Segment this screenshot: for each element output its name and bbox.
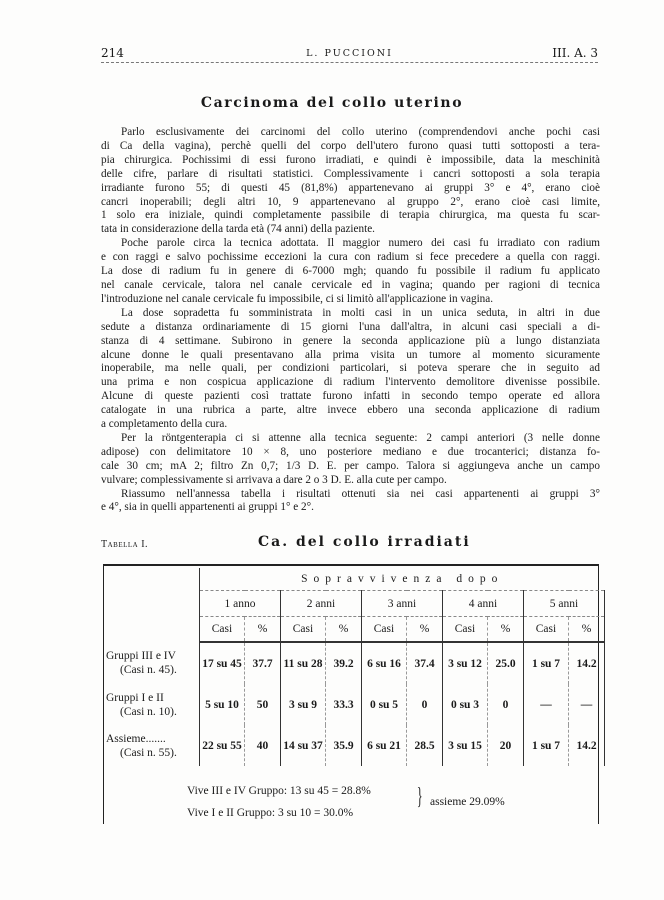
text-line: irradiante furono 55; di questi 45 (81,8%) appartenevano ai gruppi 3° e 4°, erano cioè xyxy=(101,181,600,194)
text-line: e con raggi e salvo pochissime eccezioni la cura con radium si fece precedere a quella con raggi. xyxy=(101,251,600,264)
year-header: 4 anni xyxy=(443,591,524,617)
year-header: 2 anni xyxy=(281,591,362,617)
cases-cell: 3 su 9 xyxy=(281,684,326,725)
cases-cell: 0 su 5 xyxy=(362,684,407,725)
body-text xyxy=(101,126,600,515)
table-row xyxy=(104,684,605,725)
text-line: cancri inoperabili; degli altri 10, 9 appartenevano al gruppo 2°, erano cioè casi limite, xyxy=(101,195,600,208)
row-label-count: (Casi n. 45). xyxy=(120,664,177,676)
text-line: alcune donne le quali presentavano alla prima visita un tumore al momento sicuramente xyxy=(101,348,600,361)
table-row xyxy=(104,642,605,684)
percent-cell: 14.2 xyxy=(569,642,605,684)
cases-cell: 5 su 10 xyxy=(200,684,245,725)
percent-cell: 0 xyxy=(407,684,443,725)
text-line: di Ca della vagina), perchè quelli del corpo dell'utero furono quasi tutti sottoposti a tera- xyxy=(101,139,600,152)
percent-cell: 37.4 xyxy=(407,642,443,684)
text-line: sedute a distanza ordinariamente di 15 giorni l'una dall'altra, in alcuni casi speciali a di- xyxy=(101,320,600,333)
text-line: stanza di 4 settimane. Subirono in genere la seconda applicazione più a lungo distanziata xyxy=(101,334,600,347)
cases-cell: 0 su 3 xyxy=(443,684,488,725)
summary-line-1: Vive III e IV Gruppo: 13 su 45 = 28.8% xyxy=(187,785,371,797)
author: L. PUCCIONI xyxy=(306,48,393,59)
percent-cell: 0 xyxy=(488,684,524,725)
text-line: inoperabile, ma nelle quali, per condizioni particolari, si poteva sperare che in seguito ad xyxy=(101,362,600,375)
cases-cell: 14 su 37 xyxy=(281,725,326,766)
text-line: Alcune di queste pazienti così trattate furono infatti in secondo tempo operate ed allora xyxy=(101,390,600,403)
percent-header: % xyxy=(569,617,605,643)
text-line: 1 solo era iniziale, quindi completamente passibile di terapia chirurgica, ma questa fu scar- xyxy=(101,209,600,222)
cases-cell: 1 su 7 xyxy=(524,642,569,684)
cases-cell: 6 su 21 xyxy=(362,725,407,766)
stub-header xyxy=(104,568,200,642)
running-header xyxy=(101,46,598,63)
super-header: Sopravvivenza dopo xyxy=(200,568,605,591)
text-line: La dose di radium fu in genere di 6-7000 mgh; quando fu possibile il radium fu applicato xyxy=(101,265,600,278)
cases-cell: 11 su 28 xyxy=(281,642,326,684)
row-label xyxy=(104,725,200,766)
row-label-count: (Casi n. 55). xyxy=(120,746,177,759)
row-label-main: Assieme....... xyxy=(106,732,166,745)
text-line: cale 30 cm; mA 2; filtro Zn 0,7; 1/3 D. E. per campo. Talora si aggiungeva anche un campo xyxy=(101,459,600,472)
text-line: Poche parole circa la tecnica adottata. Il maggior numero dei casi fu irradiato con radium xyxy=(121,237,600,250)
cases-cell: — xyxy=(524,684,569,725)
text-line: delle cifre, parlare di risultati statistici. Complessivamente i cancri sottoposti a sola terapia xyxy=(101,167,600,180)
cases-cell: 3 su 15 xyxy=(443,725,488,766)
row-label-count: (Casi n. 10). xyxy=(120,705,177,718)
text-line: Riassumo nell'annessa tabella i risultati ottenuti sia nei casi appartenenti ai gruppi 3° xyxy=(121,487,600,500)
percent-cell: 50 xyxy=(245,684,281,725)
percent-cell: — xyxy=(569,684,605,725)
percent-cell: 20 xyxy=(488,725,524,766)
text-line: adipose) con delimitatore 10 × 8, uno posteriore mediano e due trocanterici; distanza fo- xyxy=(101,445,600,458)
cases-cell: 3 su 12 xyxy=(443,642,488,684)
table-label: Tabella I. xyxy=(101,539,149,550)
percent-cell: 39.2 xyxy=(326,642,362,684)
year-header: 1 anno xyxy=(200,591,281,617)
text-line: a completamento della cura. xyxy=(101,418,228,431)
cases-cell: 22 su 55 xyxy=(200,725,245,766)
text-line: vulvare; complessivamente si arrivava a dare 2 o 3 D. E. alla cute per campo. xyxy=(101,473,447,486)
percent-header: % xyxy=(245,617,281,643)
text-line: tata in considerazione della tarda età (74 anni) della paziente. xyxy=(101,223,375,236)
percent-cell: 35.9 xyxy=(326,725,362,766)
row-label-main: Gruppi I e II xyxy=(106,691,164,704)
percent-header: % xyxy=(407,617,443,643)
year-header: 3 anni xyxy=(362,591,443,617)
text-line: La dose sopradetta fu somministrata in molti casi in un unica seduta, in altri in due xyxy=(121,306,600,319)
percent-cell: 33.3 xyxy=(326,684,362,725)
percent-cell: 25.0 xyxy=(488,642,524,684)
text-line: l'introduzione nel canale cervicale fu impossibile, ci si limitò all'applicazione in vagina. xyxy=(101,292,494,305)
cases-cell: 1 su 7 xyxy=(524,725,569,766)
summary-total: assieme 29.09% xyxy=(430,796,505,808)
summary xyxy=(187,780,505,824)
text-line: una prima e non cospicua applicazione di radium l'intervento demolitore divenisse possibile. xyxy=(101,376,600,389)
page-number: 214 xyxy=(101,46,124,60)
cases-header: Casi xyxy=(524,617,569,643)
row-label xyxy=(104,684,200,725)
row-label xyxy=(104,642,200,684)
percent-cell: 28.5 xyxy=(407,725,443,766)
cases-header: Casi xyxy=(281,617,326,643)
section-ref: III. A. 3 xyxy=(552,46,598,60)
text-line: Per la röntgenterapia ci si attenne alla tecnica seguente: 2 campi anteriori (3 nelle donne xyxy=(121,431,600,444)
text-line: e 4°, sia in quelli appartenenti ai gruppi 1° e 2°. xyxy=(101,501,314,514)
cases-header: Casi xyxy=(362,617,407,643)
text-line: catalogate in una rubrica a parte, altre invece ebbero una seconda applicazione di radium xyxy=(101,404,600,417)
table-title: Ca. del collo irradiati xyxy=(258,534,471,550)
text-line: pia chirurgica. Pochissimi di essi furono irradiati, e quindi è impossibile, data la meschinità xyxy=(101,153,600,166)
percent-cell: 40 xyxy=(245,725,281,766)
text-line: nel canale cervicale, talora nel canale cervicale ed in vagina; quando per ragioni di tecnica xyxy=(101,278,600,291)
text-line: Parlo esclusivamente dei carcinomi del collo uterino (comprendendovi anche pochi casi xyxy=(121,126,600,138)
cases-header: Casi xyxy=(443,617,488,643)
year-header: 5 anni xyxy=(524,591,605,617)
survival-table xyxy=(104,568,605,766)
section-title: Carcinoma del collo uterino xyxy=(200,95,464,111)
row-label-main: Gruppi III e IV xyxy=(106,650,176,662)
percent-cell: 37.7 xyxy=(245,642,281,684)
summary-line-2: Vive I e II Gruppo: 3 su 10 = 30.0% xyxy=(187,807,354,819)
cases-cell: 17 su 45 xyxy=(200,642,245,684)
cases-cell: 6 su 16 xyxy=(362,642,407,684)
brace-icon: } xyxy=(416,784,423,810)
percent-header: % xyxy=(326,617,362,643)
percent-cell: 14.2 xyxy=(569,725,605,766)
table-row xyxy=(104,725,605,766)
cases-header: Casi xyxy=(200,617,245,643)
percent-header: % xyxy=(488,617,524,643)
